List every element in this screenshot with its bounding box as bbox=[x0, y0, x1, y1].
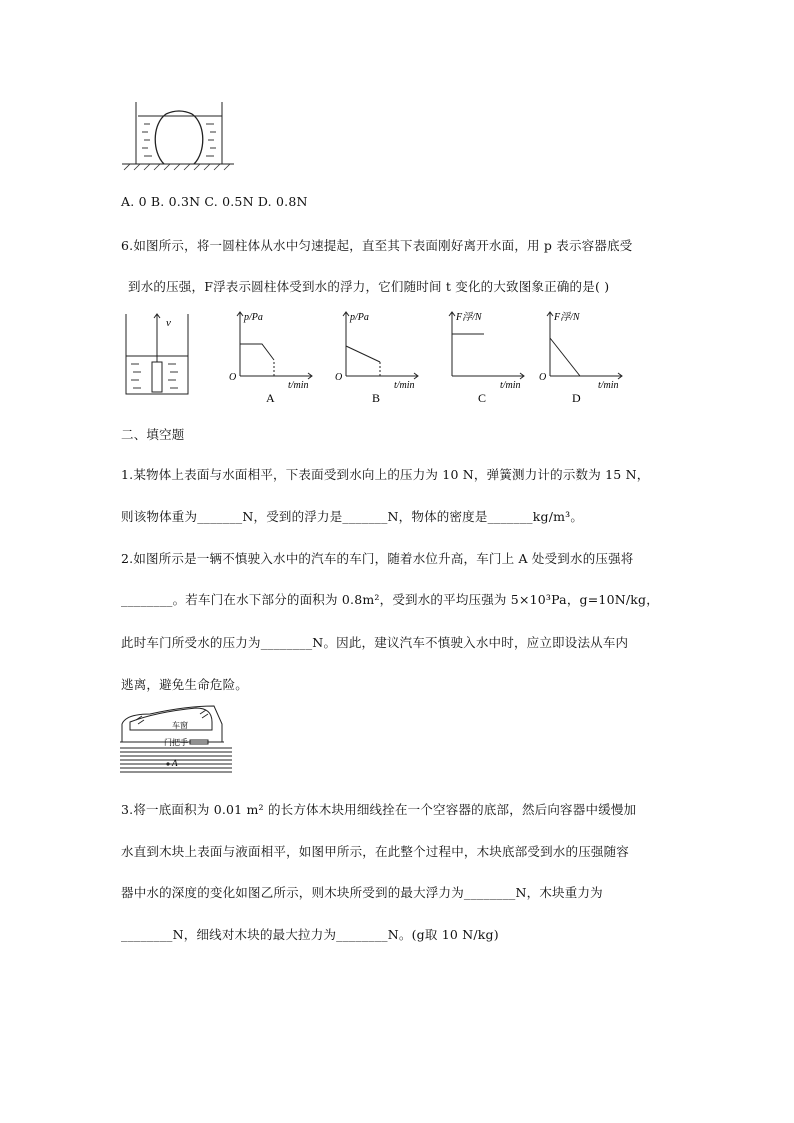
graph-B-letter: B bbox=[372, 391, 381, 404]
graph-D-letter: D bbox=[572, 391, 581, 404]
graph-B-ylabel: p/Pa bbox=[350, 312, 369, 323]
beaker-with-cylinder bbox=[122, 312, 196, 398]
q5-options: A. 0 B. 0.3N C. 0.5N D. 0.8N bbox=[121, 194, 308, 209]
graph-A-xlabel: t/min bbox=[288, 380, 309, 391]
velocity-label: v bbox=[166, 317, 171, 329]
f2-line4: 逃离，避免生命危险。 bbox=[121, 677, 249, 692]
graph-A-letter: A bbox=[266, 391, 275, 404]
f3-line3: 器中水的深度的变化如图乙所示，则木块所受到的最大浮力为________N，木块重力为 bbox=[121, 885, 603, 900]
f2-line2: ________。若车门在水下部分的面积为 0.8m²，受到水的平均压强为 5×10³Pa，g=10N/kg， bbox=[121, 592, 659, 607]
graph-D-curve bbox=[550, 338, 580, 376]
graph-A-curve bbox=[240, 344, 274, 360]
q6-line1: 6.如图所示，将一圆柱体从水中匀速提起，直至其下表面刚好离开水面，用 p 表示容器底受 bbox=[121, 238, 633, 253]
graph-D bbox=[538, 308, 628, 404]
graph-C-letter: C bbox=[478, 391, 487, 404]
f1-line1: 1.某物体上表面与水面相平，下表面受到水向上的压力为 10 N，弹簧测力计的示数为 15 N， bbox=[121, 467, 650, 482]
graph-B bbox=[334, 308, 424, 404]
graph-A-ylabel: p/Pa bbox=[244, 312, 263, 323]
point-a-dot bbox=[166, 762, 169, 765]
graph-C bbox=[440, 308, 530, 404]
f2-line1: 2.如图所示是一辆不慎驶入水中的汽车的车门，随着水位升高，车门上 A 处受到水的压强将 bbox=[121, 551, 634, 566]
q6-line2: 到水的压强，F浮表示圆柱体受到水的浮力，它们随时间 t 变化的大致图象正确的是( ) bbox=[128, 279, 610, 294]
handle-label: 门把手 bbox=[164, 738, 188, 747]
graph-B-curve bbox=[346, 346, 380, 362]
graph-D-ylabel: F浮/N bbox=[554, 312, 580, 323]
f3-line1: 3.将一底面积为 0.01 m² 的长方体木块用细线拴在一个空容器的底部，然后向容器中缓慢加 bbox=[121, 802, 637, 817]
graph-A-origin: O bbox=[229, 372, 237, 383]
graph-B-origin: O bbox=[335, 372, 343, 383]
f3-line2: 水直到木块上表面与液面相平，如图甲所示，在此整个过程中，木块底部受到水的压强随容 bbox=[121, 844, 630, 859]
graph-C-ylabel: F浮/N bbox=[456, 312, 482, 323]
graph-D-origin: O bbox=[539, 372, 547, 383]
graph-B-xlabel: t/min bbox=[394, 380, 415, 391]
f2-line3: 此时车门所受水的压力为________N。因此，建议汽车不慎驶入水中时，应立即设法从车内 bbox=[121, 635, 629, 650]
section-title: 二、填空题 bbox=[121, 427, 185, 442]
container-figure bbox=[118, 96, 238, 178]
graph-D-xlabel: t/min bbox=[598, 380, 619, 391]
window-label: 车窗 bbox=[172, 721, 188, 730]
point-a-label: A bbox=[172, 758, 178, 768]
f3-line4: ________N，细线对木块的最大拉力为________N。(g取 10 N/kg) bbox=[121, 927, 499, 942]
graph-C-xlabel: t/min bbox=[500, 380, 521, 391]
car-door-figure bbox=[120, 702, 232, 776]
graph-A bbox=[228, 308, 318, 404]
f1-line2: 则该物体重为_______N，受到的浮力是_______N，物体的密度是_______kg/m³。 bbox=[121, 509, 584, 524]
